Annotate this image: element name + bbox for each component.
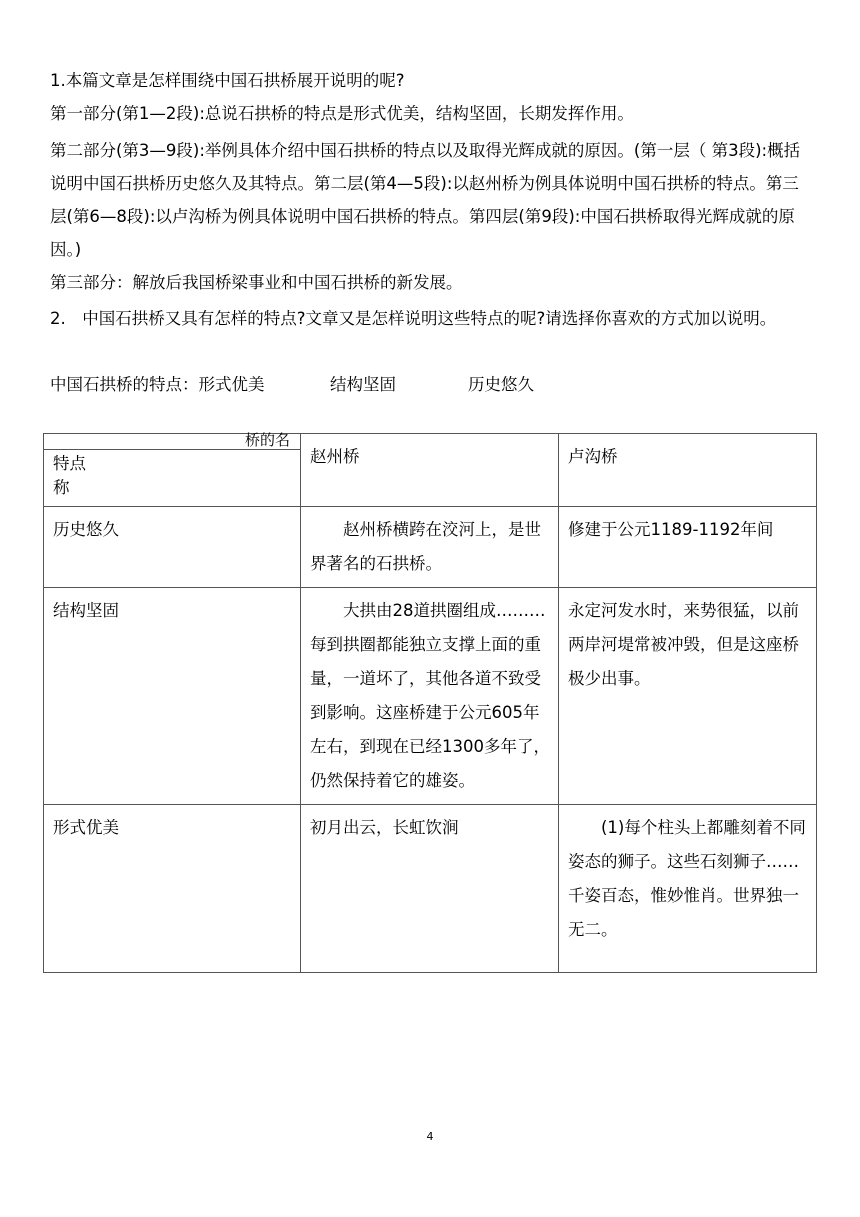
row-label: 结构坚固 — [44, 588, 301, 805]
feature-history: 历史悠久 — [468, 375, 534, 394]
table-row — [44, 588, 817, 805]
zhaozhou-cell: 大拱由28道拱圈组成………每到拱圈都能独立支撑上面的重量，一道坏了，其他各道不致受到影响。这座桥建于公元605年左右，到现在已经1300多年了，仍然保持着它的雄姿。 — [301, 588, 559, 805]
row-label: 历史悠久 — [44, 507, 301, 588]
table-corner-cell — [44, 431, 301, 507]
zhaozhou-cell: 赵州桥横跨在洨河上，是世界著名的石拱桥。 — [301, 507, 559, 588]
feature-sturdy: 结构坚固 — [330, 375, 396, 394]
table-header-row — [44, 434, 817, 507]
lugou-cell: (1)每个柱头上都雕刻着不同姿态的狮子。这些石刻狮子……千姿百态，惟妙惟肖。世界独一无二。 — [559, 805, 817, 973]
row-label: 形式优美 — [44, 805, 301, 973]
zhaozhou-cell: 初月出云，长虹饮涧 — [301, 805, 559, 973]
header-zhaozhou: 赵州桥 — [301, 434, 559, 507]
page-number: 4 — [426, 1130, 434, 1143]
question-2: 2. 中国石拱桥又具有怎样的特点?文章又是怎样说明这些特点的呢?请选择你喜欢的方式加以说明。 — [50, 309, 777, 328]
table-row — [44, 507, 817, 588]
corner-bridge-name-label: 桥的名 — [244, 431, 290, 449]
corner-feature-label: 特点 — [53, 454, 86, 473]
header-lugou: 卢沟桥 — [559, 434, 817, 507]
corner-divider — [44, 449, 300, 450]
lugou-cell: 永定河发水时，来势很猛，以前两岸河堤常被冲毁，但是这座桥极少出事。 — [559, 588, 817, 805]
question-1: 1.本篇文章是怎样围绕中国石拱桥展开说明的呢? — [50, 71, 405, 90]
bridge-comparison-table — [43, 433, 817, 973]
features-label: 中国石拱桥的特点：形式优美 — [50, 375, 265, 394]
part-one-text: 第一部分(第1—2段):总说石拱桥的特点是形式优美，结构坚固，长期发挥作用。 — [50, 104, 634, 123]
part-three-text: 第三部分：解放后我国桥梁事业和中国石拱桥的新发展。 — [50, 273, 463, 292]
part-two-text: 第二部分(第3—9段):举例具体介绍中国石拱桥的特点以及取得光辉成就的原因。(第一层（ 第3段):概括说明中国石拱桥历史悠久及其特点。第二层(第4—5段):以赵州桥为例具体说明中国石拱桥的特点。第三层(第6—8段):以卢沟桥为例具体说明中国石拱桥的特点。第四层(第9段):中国石拱桥取得光辉成就的原因。) — [50, 141, 801, 259]
lugou-cell: 修建于公元1189-1192年间 — [559, 507, 817, 588]
corner-name-suffix: 称 — [53, 478, 70, 497]
table-row — [44, 805, 817, 973]
